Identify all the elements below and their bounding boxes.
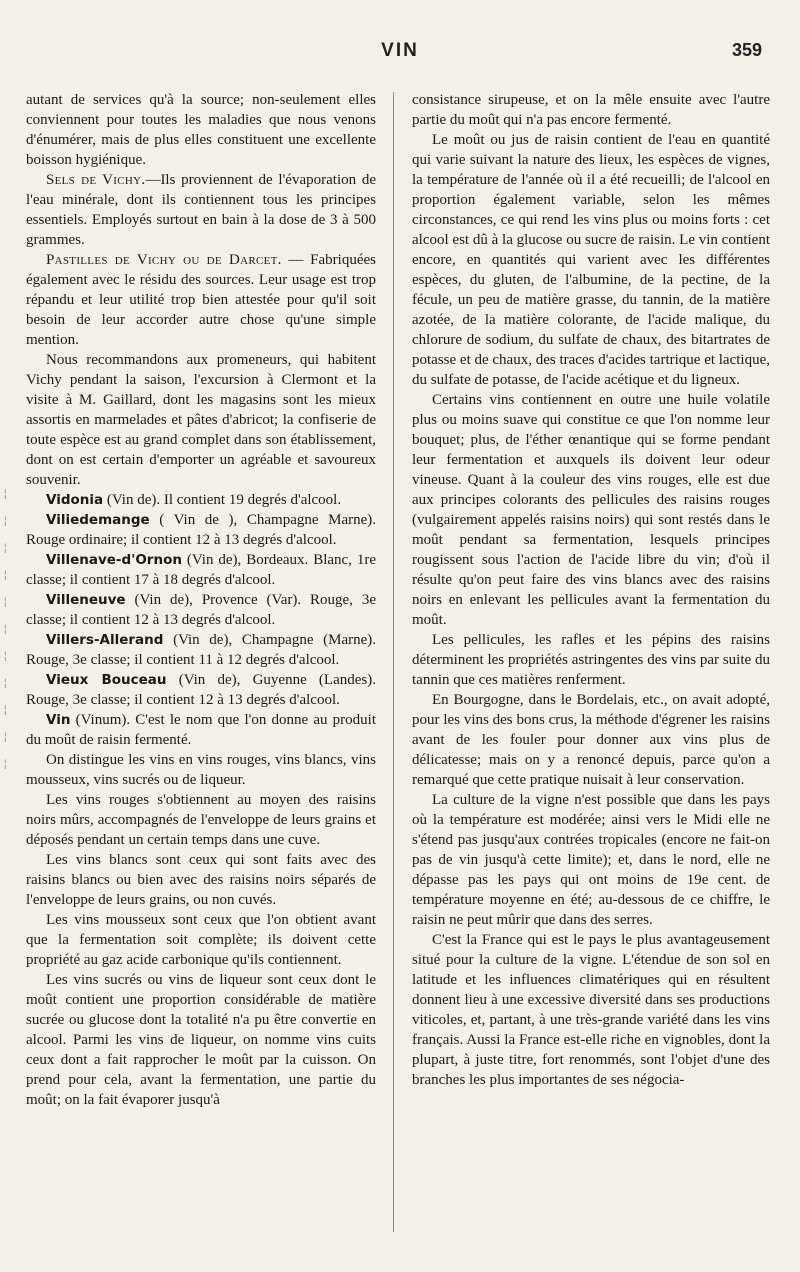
entry-headword: Vieux Bouceau <box>46 672 167 688</box>
entry-headword: Vin <box>46 712 71 728</box>
paragraph: Les vins mousseux sont ceux que l'on obtient avant que la fermentation soit complète; ils doivent cette propriété au gaz acide carbonique qu'ils contiennent. <box>26 912 376 968</box>
paragraph: C'est la France qui est le pays le plus avantageusement situé pour la culture de la vigne. L'étendue de son sol en latitude et les influences climatériques qui en résultent donnent lieu à une excessive diversité dans ses productions viticoles, et, partant, à une très-grande variété dans les vins français. Aussi la France est-elle riche en vignobles, dont la plupart, à juste titre, fort renommés, sont l'objet d'une des branches les plus importantes de ses négocia- <box>412 932 770 1088</box>
paragraph: Les vins rouges s'obtiennent au moyen des raisins noirs mûrs, accompagnés de l'enveloppe de leurs grains et déposés pendant un certain temps dans une cuve. <box>26 792 376 848</box>
entry-text: —Ils proviennent de l'évaporation de l'eau minérale, dont ils contiennent tous les principes essentiels. Employés surtout en bain à la dose de 3 à 500 grammes. <box>26 172 376 248</box>
paragraph: La culture de la vigne n'est possible que dans les pays où la température est modérée; ainsi vers le Midi elle ne s'étend pas jusqu'aux contrées tropicales (encore ne fait-on pas de vin jusqu'à cette limite); et, dans le nord, elle ne dépasse pas les pays qui ont moins de 19e cent. de température moyenne en été; au-dessous de ce chiffre, le raisin ne peut mûrir que dans des serres. <box>412 792 770 928</box>
entry-text: (Vin de), Provence (Var). Rouge, 3e classe; il contient 12 à 13 degrés d'alcool. <box>26 592 376 628</box>
entry-heading: Pastilles de Vichy ou de Darcet. <box>46 252 282 268</box>
left-column <box>26 90 376 1240</box>
entry-text: ( Vin de ), Champagne Marne). Rouge ordinaire; il contient 12 à 13 degrés d'alcool. <box>26 512 376 548</box>
right-column <box>412 90 770 1240</box>
entry-headword: Villenave-d'Ornon <box>46 552 182 568</box>
page-number: 359 <box>731 40 762 60</box>
dictionary-entry <box>26 590 376 630</box>
entry-text: (Vin de), Bordeaux. Blanc, 1re classe; il contient 17 à 18 degrés d'alcool. <box>26 552 376 588</box>
dictionary-entry <box>26 630 376 670</box>
paragraph: Les vins blancs sont ceux qui sont faits avec des raisins blancs ou bien avec des raisins noirs séparés de l'enveloppe de leurs grains, ou non cuvés. <box>26 852 376 908</box>
running-head-title: VIN <box>381 40 419 61</box>
dictionary-entry <box>26 490 376 510</box>
paragraph: Les pellicules, les rafles et les pépins des raisins déterminent les propriétés astringentes des vins par suite du tannin que ces matières renferment. <box>412 632 770 688</box>
dictionary-entry <box>26 550 376 590</box>
entry-headword: Villeneuve <box>46 592 126 608</box>
entry-headword: Viliedemange <box>46 512 150 528</box>
entry-text: (Vin de), Guyenne (Landes). Rouge, 3e classe; il contient 12 à 13 degrés d'alcool. <box>26 672 376 708</box>
paragraph <box>26 170 376 250</box>
binding-margin-marks: ¦ ¦ ¦ ¦ ¦ ¦ ¦ ¦ ¦ ¦ ¦ <box>2 487 9 770</box>
entry-text: (Vinum). C'est le nom que l'on donne au produit du moût de raisin fermenté. <box>26 712 376 748</box>
entry-text: (Vin de). Il contient 19 degrés d'alcool. <box>103 492 342 508</box>
paragraph: On distingue les vins en vins rouges, vins blancs, vins mousseux, vins sucrés ou de liqueur. <box>26 752 376 788</box>
paragraph: En Bourgogne, dans le Bordelais, etc., on avait adopté, pour les vins des bons crus, la méthode d'égrener les raisins avant de les fouler pour donner aux vins plus de délicatesse; mais on y a renoncé depuis, parce qu'on a remarqué que cette pratique nuisait à leur conservation. <box>412 692 770 788</box>
entry-headword: Vidonia <box>46 492 104 508</box>
paragraph: Les vins sucrés ou vins de liqueur sont ceux dont le moût contient une proportion considérable de matière sucrée ou glucose dont la totalité n'a pu être convertie en alcool. Parmi les vins de liqueur, on nomme vins cuits ceux dont a fait rapprocher le moût par la cuisson. On prend pour cela, avant la fermentation, une partie du moût; on la fait évaporer jusqu'à <box>26 972 376 1108</box>
entry-text: (Vin de), Champagne (Marne). Rouge, 3e classe; il contient 11 à 12 degrés d'alcool. <box>26 632 376 668</box>
entry-headword: Villers-Allerand <box>46 632 164 648</box>
entry-text: — Fabriquées également avec le résidu des sources. Leur usage est trop répandu et leur utilité trop bien attestée pour qu'il soit besoin de leur accorder autre chose qu'une simple mention. <box>26 252 376 348</box>
column-divider <box>393 92 394 1232</box>
paragraph: Nous recommandons aux promeneurs, qui habitent Vichy pendant la saison, l'excursion à Clermont et la visite à M. Gaillard, dont les magasins sont les mieux assortis en marmelades et pâtes d'abricot; la confiserie de toute espèce est au grand complet dans son établissement, dont on est certain d'emporter un agréable et savoureux souvenir. <box>26 352 376 488</box>
paragraph: autant de services qu'à la source; non-seulement elles conviennent pour toutes les maladies que nous venons d'énumérer, mais de plus elles constituent une excellente boisson hygiénique. <box>26 92 376 168</box>
paragraph: Certains vins contiennent en outre une huile volatile plus ou moins suave qui constitue ce que l'on nomme leur bouquet; plus, de l'éther œnantique qui se forme pendant leur fermentation et auxquels ils doivent leur odeur vineuse. Quant à la couleur des vins rouges, elle est due aux principes colorants des pellicules des raisins rouges (vulgairement appelés raisins noirs) qui sont restés dans le moût pendant sa fermentation, lesquels principes rougissent sous l'action de l'acide libre du vin; d'où il résulte qu'on peut faire des vins blancs avec des raisins noirs en enlevant les pellicules avant la fermentation du moût. <box>412 392 770 628</box>
dictionary-entry <box>26 670 376 710</box>
paragraph: Le moût ou jus de raisin contient de l'eau en quantité qui varie suivant la nature des lieux, les espèces de vignes, la température de l'année où il a été recueilli; de l'alcool en proportion également variable, selon les mêmes circonstances, ce qui rend les vins plus ou moins forts : cet alcool est dû à la glucose ou sucre de raisin. Le vin contient encore, en quantités qui varient avec les différentes espèces, du gluten, de l'albumine, de la pectine, de la fécule, un peu de matière grasse, du tannin, de la matière azotée, de la matière colorante, de l'acide malique, du chlorure de sodium, du sulfate de chaux, des bitartrates de potasse et de chaux, des traces d'acides tartrique et lactique, du sulfate de potasse, de l'acide acétique et du ligneux. <box>412 132 770 388</box>
dictionary-entry <box>26 710 376 750</box>
paragraph: consistance sirupeuse, et on la mêle ensuite avec l'autre partie du moût qui n'a pas encore fermenté. <box>412 92 770 128</box>
paragraph <box>26 250 376 350</box>
dictionary-entry <box>26 510 376 550</box>
entry-heading: Sels de Vichy. <box>46 172 146 188</box>
